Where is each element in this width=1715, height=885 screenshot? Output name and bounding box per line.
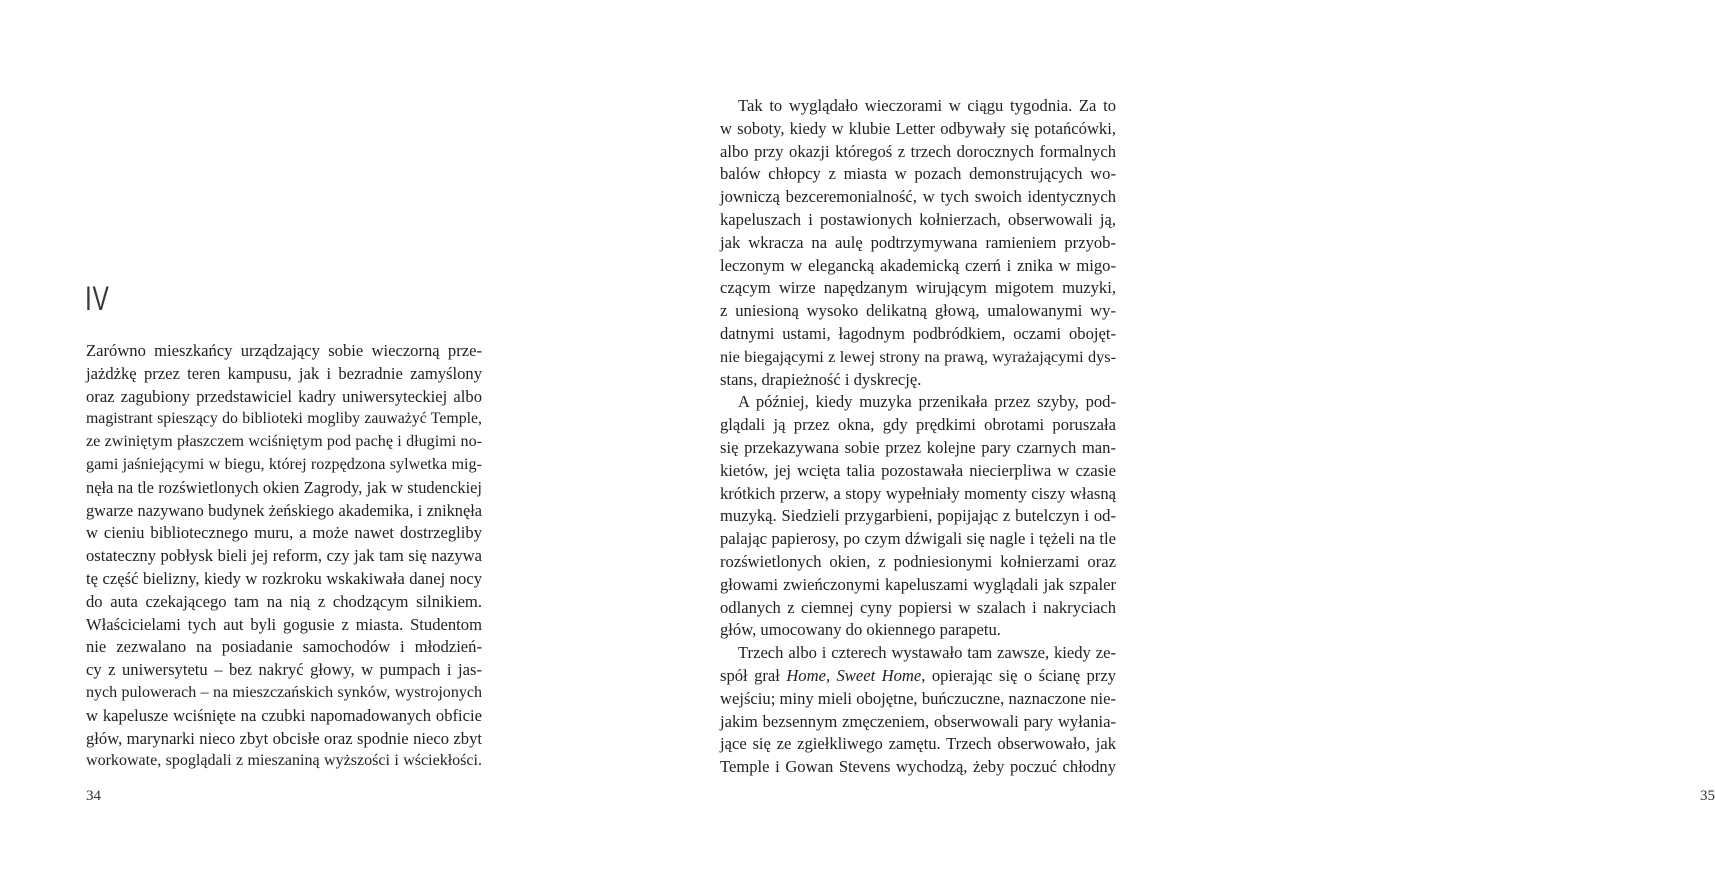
page-number-right: 35 [1700, 788, 1715, 804]
text-line: albo przy okazji któregoś z trzech dorocznych formalnych [720, 141, 1116, 161]
text-line: A później, kiedy muzyka przenikała przez szyby, pod- [738, 392, 1116, 412]
text-line: odlanych z ciemnej cyny popiersi w szalach i nakryciach [720, 597, 1116, 617]
text-line: głowami zwieńczonymi kapeluszami wyglądali jak szpaler [720, 574, 1116, 594]
chapter-number: IV [85, 280, 110, 318]
text-line: leczonym w elegancką akademicką czerń i znika w migo- [720, 255, 1116, 275]
text-line: tę część bielizny, kiedy w rozkroku wskakiwała danej nocy [86, 568, 482, 588]
text-line: w soboty, kiedy w klubie Letter odbywały się potańcówki, [720, 118, 1116, 138]
text-line: czącym wirze napędzanym wirującym migotem muzyki, [720, 278, 1116, 298]
text-line: ostateczny pobłysk bieli jej reform, czy jak tam się nazywa [86, 546, 482, 566]
text-fragment: , opierając się o ścianę przy [921, 665, 1116, 685]
right-page-text [720, 95, 1116, 779]
text-line: rozświetlonych okien, z podniesionymi kołnierzami oraz [720, 551, 1116, 571]
italic-title: Home, Sweet Home [786, 665, 922, 685]
text-line: nie biegającymi z lewej strony na prawą, wyrażającymi dys- [720, 346, 1116, 366]
text-line: się przekazywana sobie przez kolejne pary czarnych man- [720, 437, 1116, 457]
text-line: głów, umocowany do okiennego parapetu. [720, 620, 1001, 640]
text-line: gami jaśniejącymi w biegu, której rozpędzona sylwetka mig- [86, 455, 482, 473]
left-page-text [86, 340, 482, 773]
text-line: głów, marynarki nieco zbyt obcisłe oraz spodnie nieco zbyt [86, 728, 482, 748]
text-line: Trzech albo i czterech wystawało tam zawsze, kiedy ze- [738, 643, 1116, 663]
text-line: oraz zagubiony przedstawiciel kadry uniwersyteckiej albo [86, 386, 482, 406]
text-line [720, 665, 1116, 688]
text-line: datnymi ustami, łagodnym podbródkiem, oczami obojęt- [720, 323, 1116, 343]
text-line: balów chłopcy z miasta w pozach demonstrujących wo- [720, 164, 1116, 184]
text-line: stans, drapieżność i dyskrecję. [720, 369, 922, 389]
text-line: jak wkracza na aulę podtrzymywana ramieniem przyob- [720, 232, 1116, 252]
text-line: nęła na tle rozświetlonych okien Zagrody, jak w studenckiej [86, 477, 482, 497]
text-line: nie zezwalano na posiadanie samochodów i młodzień- [86, 637, 482, 657]
text-line: nych pulowerach – na mieszczańskich synków, wystrojonych [86, 683, 482, 701]
text-line: palając papierosy, po czym dźwigali się nagle i tężeli na tle [720, 529, 1116, 549]
text-line: kietów, jej wcięta talia pozostawała niecierpliwa w czasie [720, 460, 1116, 480]
text-line: cy z uniwersytetu – bez nakryć głowy, w pumpach i jas- [86, 660, 482, 680]
text-line: Tak to wyglądało wieczorami w ciągu tygodnia. Za to [738, 96, 1116, 115]
text-line: Zarówno mieszkańcy urządzający sobie wieczorną prze- [86, 341, 482, 360]
text-line: muzyką. Siedzieli przygarbieni, popijając z butelczyn i od- [720, 506, 1116, 526]
text-line: wejściu; miny mieli obojętne, buńczuczne, naznaczone nie- [720, 688, 1116, 708]
text-line: jażdżkę przez teren kampusu, jak i bezradnie zamyślony [86, 363, 482, 383]
text-line: workowate, spoglądali z mieszaniną wyższości i wściekłości. [86, 752, 482, 770]
text-line: krótkich przerw, a stopy wypełniały momenty ciszy własną [720, 483, 1116, 503]
text-line: Właścicielami tych aut byli gogusie z miasta. Studentom [86, 614, 482, 634]
text-line: do auta czekającego tam na nią z chodzącym silnikiem. [86, 591, 482, 611]
text-line: magistrant spieszący do biblioteki mogliby zauważyć Temple, [86, 410, 482, 428]
text-fragment: spół grał [720, 665, 787, 685]
text-line: w kapelusze wciśnięte na czubki napomadowanych obficie [86, 705, 482, 725]
text-line: w cieniu bibliotecznego muru, a może nawet dostrzegliby [86, 523, 482, 543]
text-line: jące się ze zgiełkliwego zamętu. Trzech obserwowało, jak [720, 734, 1116, 754]
text-line: Temple i Gowan Stevens wychodzą, żeby poczuć chłodny [720, 757, 1116, 777]
text-line: z uniesioną wysoko delikatną głową, umalowanymi wy- [720, 301, 1116, 321]
text-line: jowniczą bezceremonialność, w tych swoich identycznych [720, 187, 1116, 207]
text-line: gwarze nazywano budynek żeńskiego akademika, i zniknęła [86, 500, 482, 520]
left-page [0, 0, 600, 885]
text-line: kapeluszach i postawionych kołnierzach, obserwowali ją, [720, 209, 1116, 229]
text-line: jakim bezsennym zmęczeniem, obserwowali pary wyłania- [720, 711, 1116, 731]
page-number-left: 34 [86, 788, 101, 804]
text-line: glądali ją przez okna, gdy prędkimi obrotami poruszała [720, 415, 1116, 435]
text-line: ze zwiniętym płaszczem wciśniętym pod pachę i długimi no- [86, 433, 482, 451]
